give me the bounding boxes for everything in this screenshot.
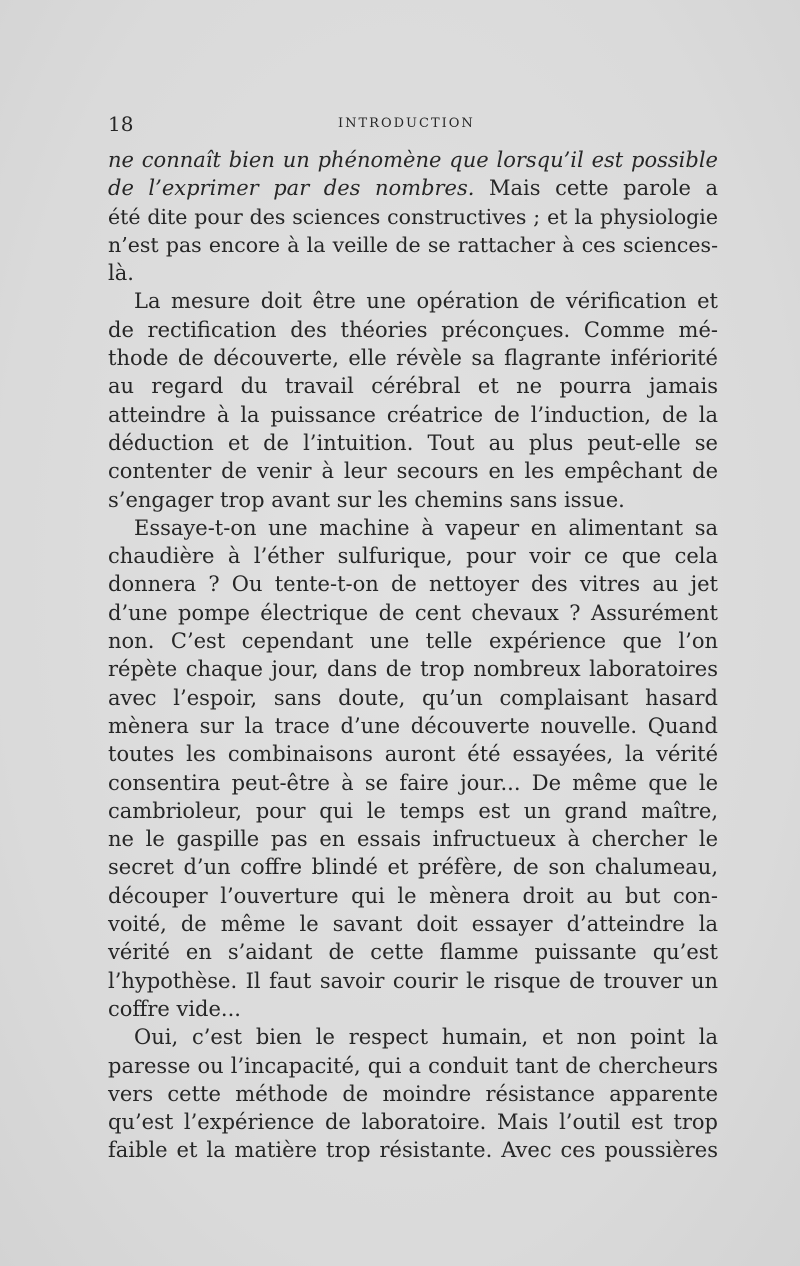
- text-line: [108, 712, 718, 740]
- text-segment: mènera sur la trace d’une découverte nouvelle. Quand: [108, 713, 718, 738]
- text-line: [108, 1052, 718, 1080]
- italic-text-segment: de l’exprimer par des nombres.: [108, 176, 475, 201]
- text-line: [108, 599, 718, 627]
- text-segment: chaudière à l’éther sulfurique, pour voir ce que cela: [108, 544, 718, 569]
- text-segment: qu’est l’expérience de laboratoire. Mais l’outil est trop: [108, 1110, 718, 1135]
- text-segment: contenter de venir à leur secours en les empêchant de: [108, 459, 718, 484]
- text-segment: vérité en s’aidant de cette flamme puissante qu’est: [108, 940, 718, 965]
- text-segment: consentira peut-être à se faire jour... De même que le: [108, 770, 718, 795]
- text-line: [108, 1136, 718, 1164]
- text-segment: coffre vide...: [108, 996, 241, 1021]
- text-segment: été dite pour des sciences constructives ; et la physiologie: [108, 204, 718, 229]
- text-line: [108, 203, 718, 231]
- text-segment: Essaye-t-on une machine à vapeur en alimentant sa: [134, 515, 718, 540]
- running-title: INTRODUCTION: [338, 116, 475, 131]
- text-segment: là.: [108, 261, 134, 286]
- text-segment: voité, de même le savant doit essayer d’atteindre la: [108, 912, 718, 937]
- text-line: [108, 684, 718, 712]
- text-line: [108, 344, 718, 372]
- text-segment: donnera ? Ou tente-t-on de nettoyer des vitres au jet: [108, 572, 718, 597]
- text-segment: Mais cette parole a: [474, 176, 718, 201]
- text-line: [108, 457, 718, 485]
- text-segment: découper l’ouverture qui le mènera droit au but con-: [108, 883, 718, 908]
- text-line: [108, 797, 718, 825]
- text-line: [108, 882, 718, 910]
- page-number: 18: [108, 112, 134, 136]
- text-line: [108, 259, 718, 287]
- running-head: [108, 111, 718, 137]
- text-line: [108, 1108, 718, 1136]
- text-line: [108, 967, 718, 995]
- text-segment: La mesure doit être une opération de vérification et: [134, 289, 718, 314]
- text-segment: s’engager trop avant sur les chemins sans issue.: [108, 487, 625, 512]
- text-segment: d’une pompe électrique de cent chevaux ? Assurément: [108, 600, 718, 625]
- body-text: [108, 146, 718, 1165]
- text-line: [108, 316, 718, 344]
- text-segment: ne le gaspille pas en essais infructueux à chercher le: [108, 827, 718, 852]
- text-segment: au regard du travail cérébral et ne pourra jamais: [108, 374, 718, 399]
- text-segment: paresse ou l’incapacité, qui a conduit tant de chercheurs: [108, 1053, 718, 1078]
- text-line: [108, 514, 718, 542]
- text-segment: toutes les combinaisons auront été essayées, la vérité: [108, 742, 718, 767]
- text-segment: Oui, c’est bien le respect humain, et non point la: [134, 1025, 718, 1050]
- text-line: [108, 486, 718, 514]
- text-segment: secret d’un coffre blindé et préfère, de son chalumeau,: [108, 855, 718, 880]
- text-segment: répète chaque jour, dans de trop nombreux laboratoires: [108, 657, 718, 682]
- text-line: [108, 655, 718, 683]
- text-line: [108, 401, 718, 429]
- text-segment: cambrioleur, pour qui le temps est un grand maître,: [108, 798, 718, 823]
- text-segment: faible et la matière trop résistante. Avec ces poussières: [108, 1138, 718, 1163]
- text-line: [108, 231, 718, 259]
- text-line: [108, 825, 718, 853]
- text-line: [108, 146, 718, 174]
- text-line: [108, 995, 718, 1023]
- text-segment: vers cette méthode de moindre résistance apparente: [108, 1081, 718, 1106]
- text-line: [108, 910, 718, 938]
- text-segment: n’est pas encore à la veille de se rattacher à ces sciences-: [108, 232, 718, 257]
- text-line: [108, 1080, 718, 1108]
- text-line: [108, 287, 718, 315]
- text-line: [108, 1023, 718, 1051]
- text-segment: avec l’espoir, sans doute, qu’un complaisant hasard: [108, 685, 718, 710]
- text-line: [108, 627, 718, 655]
- italic-text-segment: ne connaît bien un phénomène que lorsqu’il est possible: [108, 148, 718, 172]
- text-line: [108, 570, 718, 598]
- text-line: [108, 372, 718, 400]
- text-line: [108, 853, 718, 881]
- text-line: [108, 740, 718, 768]
- text-segment: thode de découverte, elle révèle sa flagrante infériorité: [108, 346, 718, 371]
- text-line: [108, 938, 718, 966]
- text-segment: de rectification des théories préconçues. Comme mé-: [108, 317, 718, 342]
- text-segment: l’hypothèse. Il faut savoir courir le risque de trouver un: [108, 968, 718, 993]
- text-segment: non. C’est cependant une telle expérience que l’on: [108, 629, 718, 654]
- text-line: [108, 542, 718, 570]
- text-line: [108, 429, 718, 457]
- text-segment: atteindre à la puissance créatrice de l’induction, de la: [108, 402, 718, 427]
- text-line: [108, 174, 718, 202]
- text-line: [108, 769, 718, 797]
- text-segment: déduction et de l’intuition. Tout au plus peut-elle se: [108, 430, 718, 455]
